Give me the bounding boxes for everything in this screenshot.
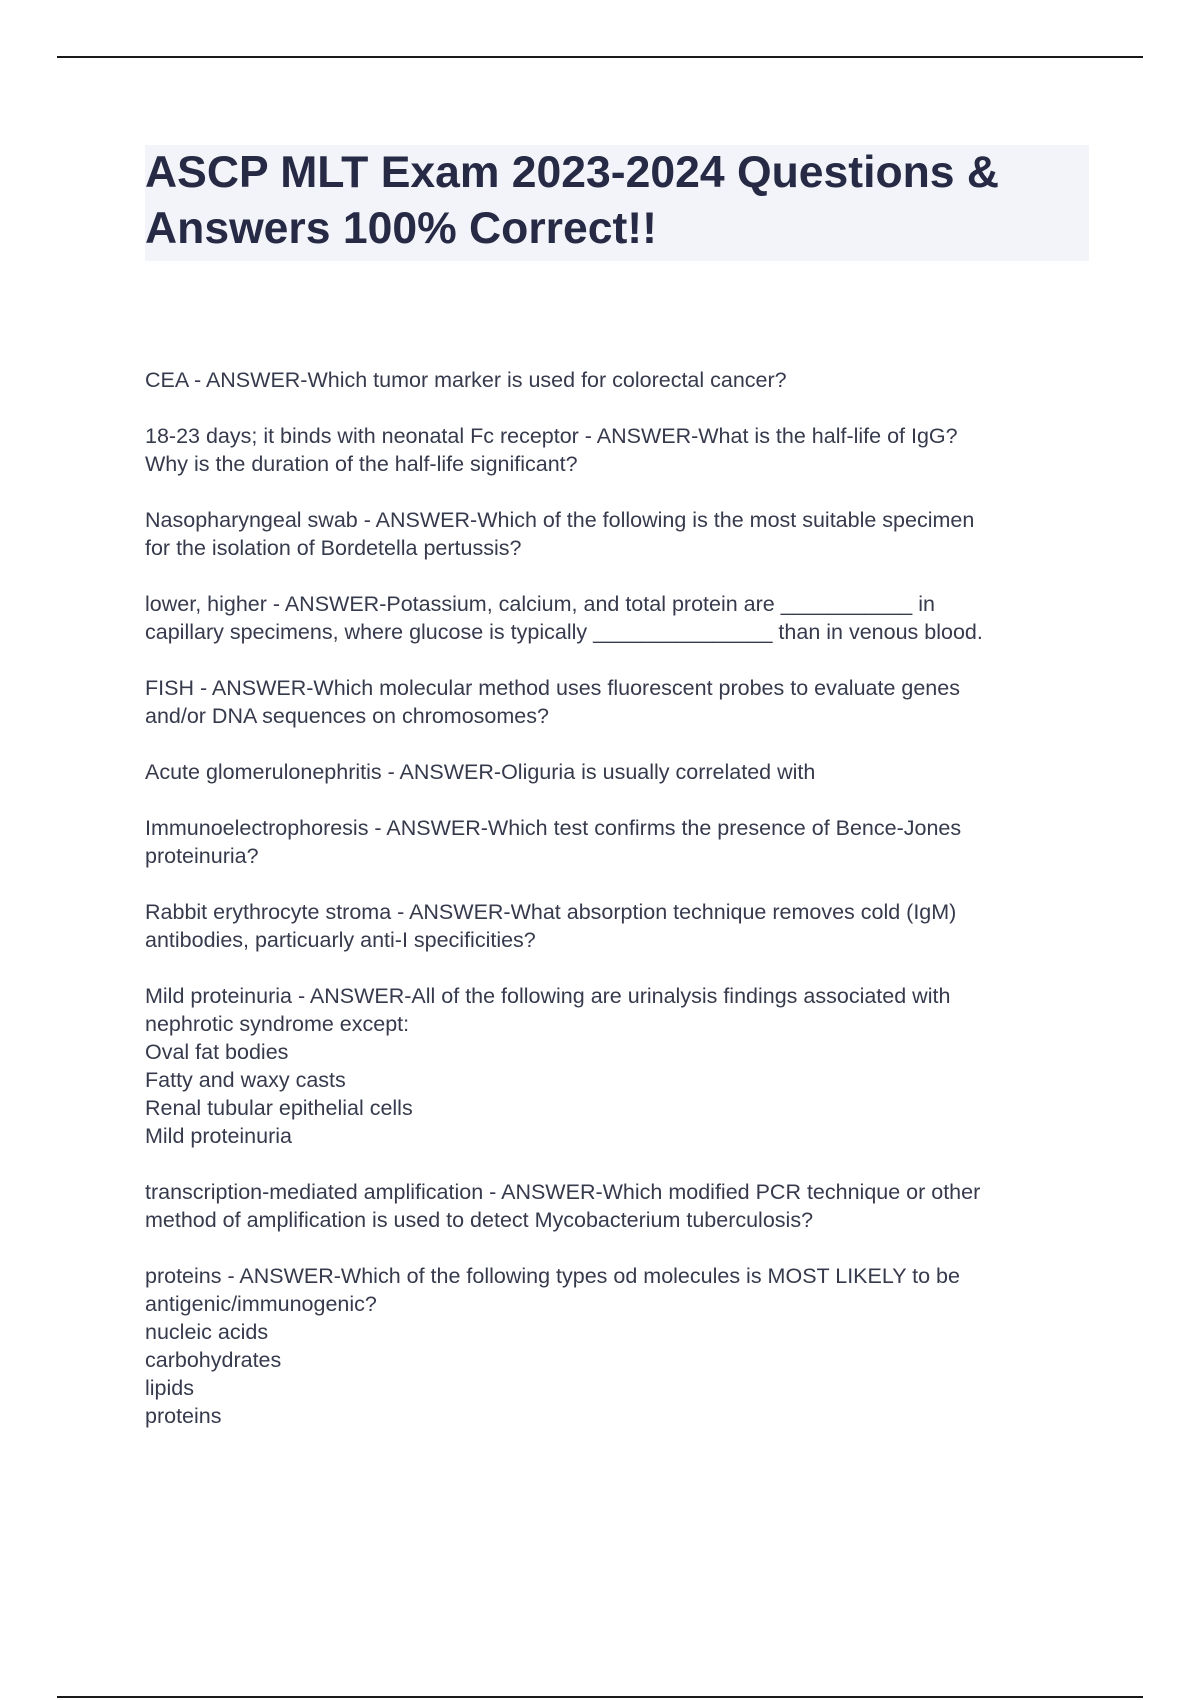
qa-line-1: Rabbit erythrocyte stroma - ANSWER-What absorption technique removes cold (IgM) — [145, 900, 957, 924]
qa-line-2: antigenic/immunogenic? — [145, 1292, 377, 1316]
qa-option: lipids — [145, 1376, 194, 1400]
qa-text: Acute glomerulonephritis - ANSWER-Oliguria is usually correlated with — [145, 760, 816, 784]
document-title — [145, 145, 1089, 257]
qa-line-2: for the isolation of Bordetella pertussis? — [145, 536, 522, 560]
qa-item-3 — [145, 506, 1095, 562]
qa-item-10 — [145, 1178, 1095, 1234]
qa-option: carbohydrates — [145, 1348, 282, 1372]
top-rule — [57, 56, 1143, 58]
qa-line-1: transcription-mediated amplification - ANSWER-Which modified PCR technique or other — [145, 1180, 981, 1204]
qa-item-1 — [145, 366, 1095, 394]
qa-item-6 — [145, 758, 1095, 786]
qa-line-2: method of amplification is used to detect Mycobacterium tuberculosis? — [145, 1208, 814, 1232]
qa-line-1: proteins - ANSWER-Which of the following types od molecules is MOST LIKELY to be — [145, 1264, 960, 1288]
qa-line-1: Immunoelectrophoresis - ANSWER-Which test confirms the presence of Bence-Jones — [145, 816, 962, 840]
qa-option: Fatty and waxy casts — [145, 1068, 346, 1092]
qa-line-1: 18-23 days; it binds with neonatal Fc receptor - ANSWER-What is the half-life of IgG? — [145, 424, 958, 448]
qa-text: CEA - ANSWER-Which tumor marker is used for colorectal cancer? — [145, 368, 787, 392]
title-line-1: ASCP MLT Exam 2023-2024 Questions & — [145, 148, 1000, 197]
qa-line-1: Mild proteinuria - ANSWER-All of the following are urinalysis findings associated with — [145, 984, 951, 1008]
qa-option: nucleic acids — [145, 1320, 269, 1344]
qa-option: Mild proteinuria — [145, 1124, 292, 1148]
qa-item-7 — [145, 814, 1095, 870]
qa-line-1: lower, higher - ANSWER-Potassium, calcium, and total protein are ___________ in — [145, 592, 935, 616]
qa-item-5 — [145, 674, 1095, 730]
qa-line-2: and/or DNA sequences on chromosomes? — [145, 704, 549, 728]
qa-item-2 — [145, 422, 1095, 478]
qa-line-2: Why is the duration of the half-life significant? — [145, 452, 578, 476]
qa-option: proteins — [145, 1404, 222, 1428]
qa-option: Oval fat bodies — [145, 1040, 289, 1064]
qa-line-2: capillary specimens, where glucose is typically _______________ than in venous blood. — [145, 620, 983, 644]
bottom-rule — [57, 1696, 1143, 1698]
title-line-2: Answers 100% Correct!! — [145, 204, 657, 253]
qa-line-2: antibodies, particuarly anti-I specificities? — [145, 928, 536, 952]
qa-item-11 — [145, 1262, 1095, 1430]
qa-line-2: proteinuria? — [145, 844, 259, 868]
qa-item-8 — [145, 898, 1095, 954]
qa-item-4 — [145, 590, 1095, 646]
qa-line-2: nephrotic syndrome except: — [145, 1012, 410, 1036]
qa-item-9 — [145, 982, 1095, 1150]
qa-list — [145, 366, 1095, 1458]
qa-line-1: Nasopharyngeal swab - ANSWER-Which of the following is the most suitable specimen — [145, 508, 975, 532]
qa-option: Renal tubular epithelial cells — [145, 1096, 413, 1120]
qa-line-1: FISH - ANSWER-Which molecular method uses fluorescent probes to evaluate genes — [145, 676, 960, 700]
title-block — [145, 145, 1089, 261]
